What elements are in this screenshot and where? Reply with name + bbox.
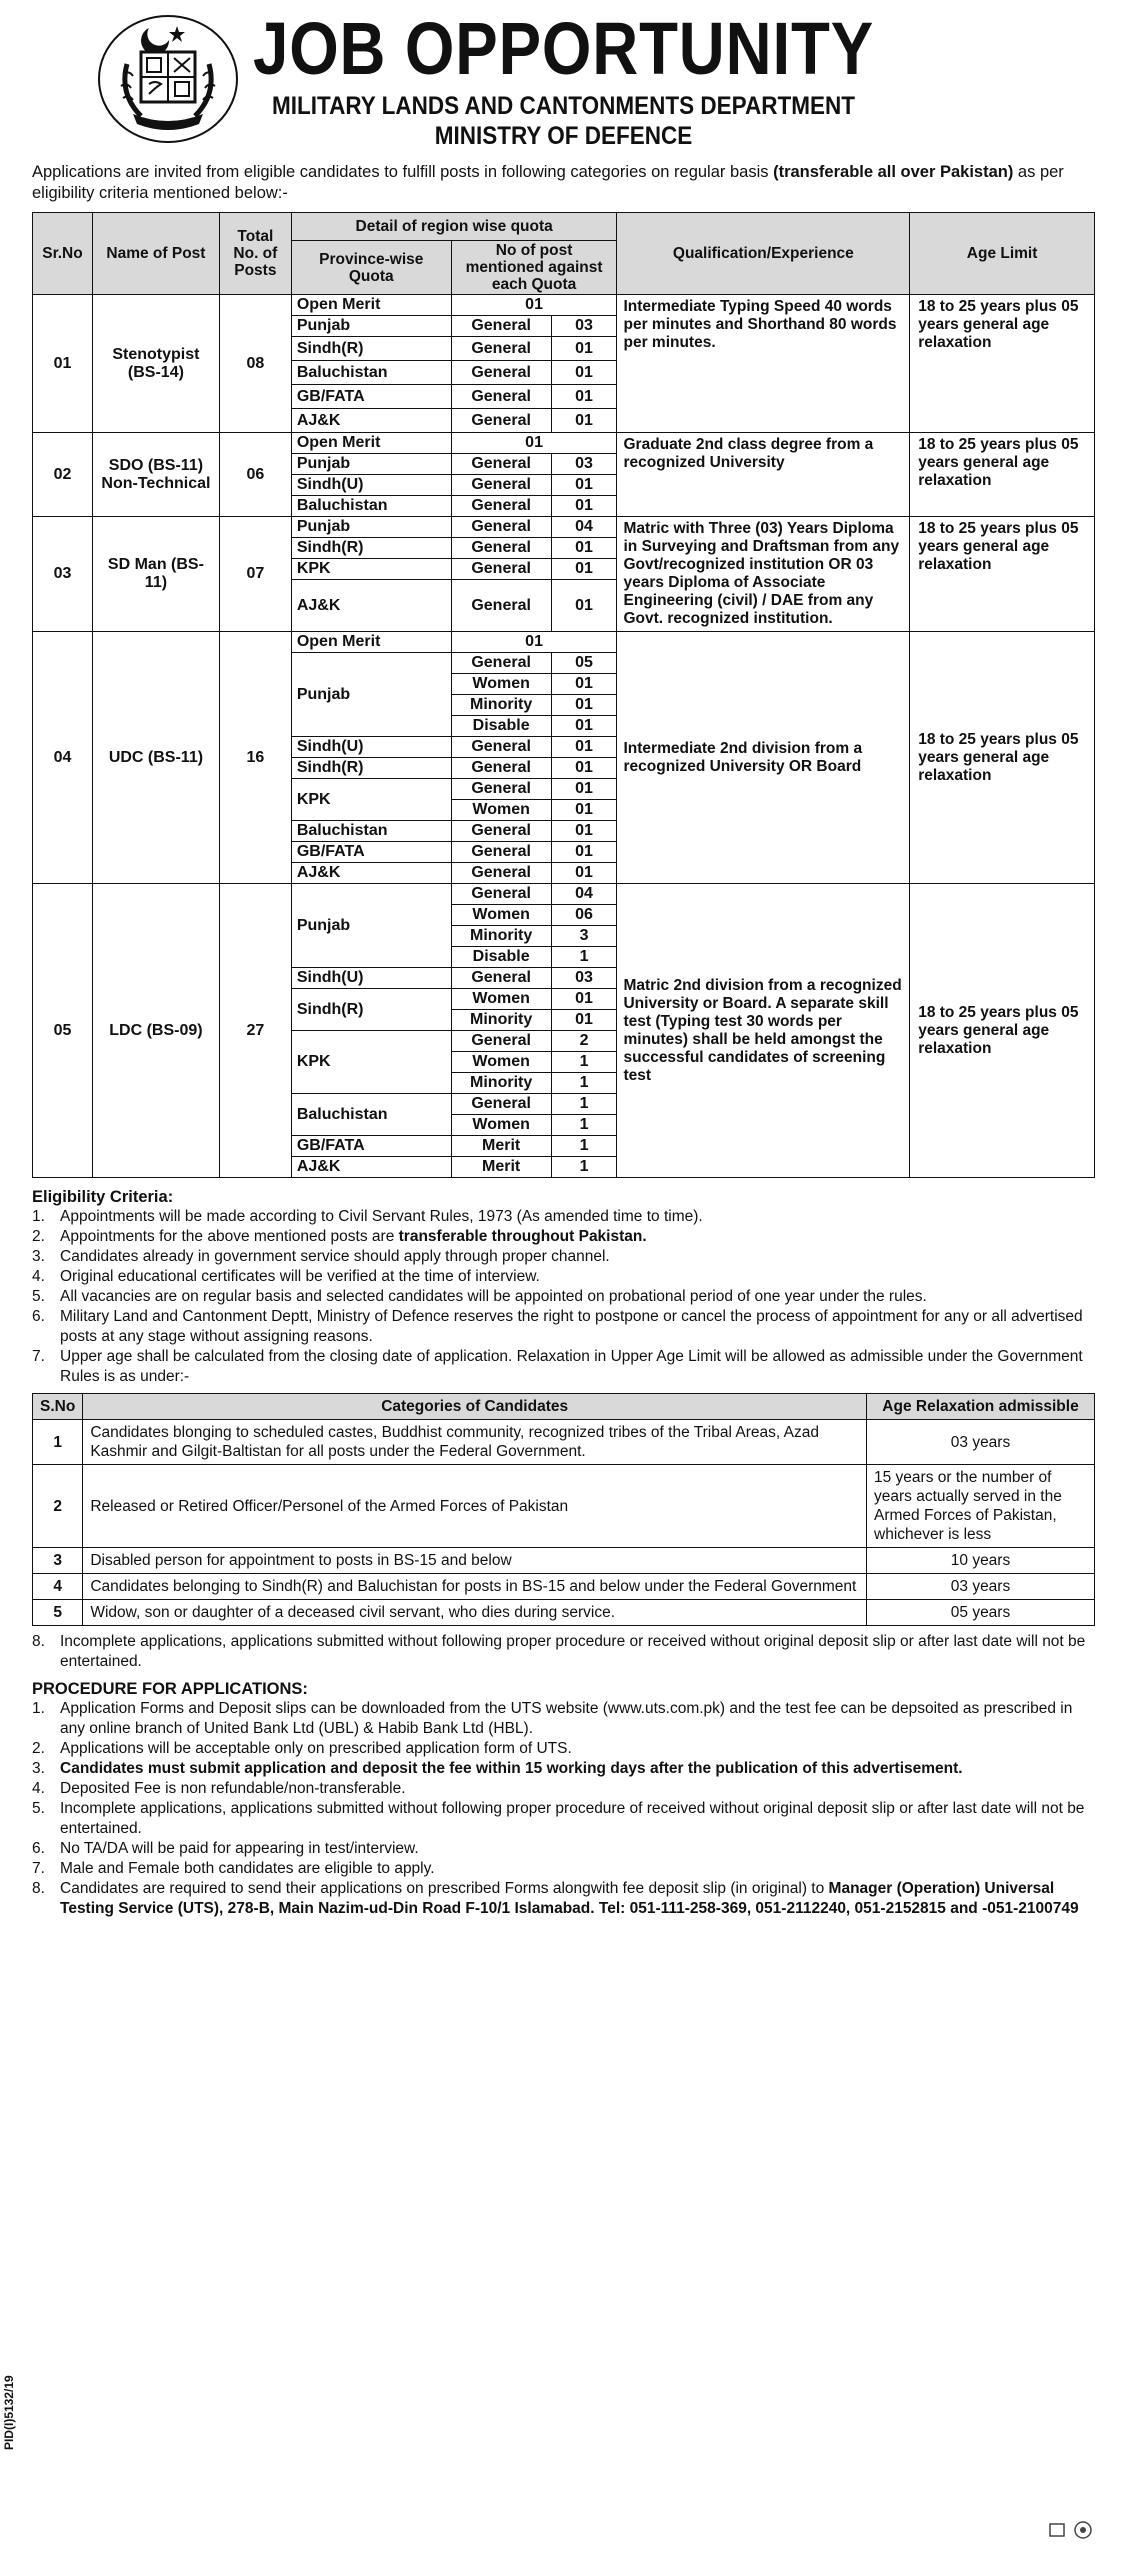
list-text-part: Appointments will be made according to Civil Servant Rules, 1973 (As amended time to time). xyxy=(60,1208,703,1225)
quota-number: 01 xyxy=(551,496,617,517)
department-name: MILITARY LANDS AND CANTONMENTS DEPARTMENT xyxy=(272,92,855,120)
list-text-part: Incomplete applications, applications submitted without following proper procedure or received without original deposit slip or after last date will not be entertained. xyxy=(60,1633,1086,1670)
quota-number: 01 xyxy=(551,737,617,758)
quota-number: 2 xyxy=(551,1031,617,1052)
quota-category: General xyxy=(451,454,551,475)
list-number: 8. xyxy=(32,1880,45,1897)
quota-number: 01 xyxy=(551,559,617,580)
list-text-part: Appointments for the above mentioned posts are xyxy=(60,1228,399,1245)
header-total: Total No. of Posts xyxy=(219,213,291,295)
post-qualification: Intermediate 2nd division from a recognized University OR Board xyxy=(617,632,910,884)
quota-row xyxy=(33,295,1095,316)
relax-sn: 5 xyxy=(33,1600,83,1626)
procedure-item xyxy=(32,1699,1095,1739)
header-srno: Sr.No xyxy=(33,213,93,295)
list-text-bold: transferable throughout Pakistan. xyxy=(398,1228,647,1245)
list-text xyxy=(60,1879,1095,1919)
intro-bold: (transferable all over Pakistan) xyxy=(773,163,1014,181)
procedure-list xyxy=(32,1699,1095,1919)
quota-number: 01 xyxy=(451,433,617,454)
list-number: 4. xyxy=(32,1780,45,1797)
quota-category: Women xyxy=(451,1115,551,1136)
relaxation-row xyxy=(33,1465,1095,1548)
quota-category: Women xyxy=(451,989,551,1010)
quota-category: General xyxy=(451,538,551,559)
quota-category: General xyxy=(451,316,551,337)
procedure-item xyxy=(32,1779,1095,1799)
quota-province: Sindh(U) xyxy=(291,737,451,758)
quota-province: KPK xyxy=(291,1031,451,1094)
quota-number: 01 xyxy=(451,632,617,653)
quota-province: Sindh(U) xyxy=(291,475,451,496)
list-text xyxy=(60,1247,1095,1267)
relax-category: Candidates blonging to scheduled castes, Buddhist community, recognized tribes of the Tribal Areas, Azad Kashmir and Gilgit-Baltistan for all posts under the Federal Government. xyxy=(83,1420,867,1465)
list-number: 1. xyxy=(32,1700,45,1717)
quota-number: 01 xyxy=(551,758,617,779)
eligibility-item-8 xyxy=(32,1632,1095,1672)
relax-category: Candidates belonging to Sindh(R) and Baluchistan for posts in BS-15 and below under the Federal Government xyxy=(83,1574,867,1600)
list-text xyxy=(60,1307,1095,1347)
quota-province: Baluchistan xyxy=(291,1094,451,1136)
quota-category: Minority xyxy=(451,1073,551,1094)
quota-category: Women xyxy=(451,800,551,821)
post-name: UDC (BS-11) xyxy=(92,632,219,884)
quota-category: Minority xyxy=(451,1010,551,1031)
list-text-part: Upper age shall be calculated from the closing date of application. Relaxation in Upper Age Limit will be allowed as admissible under the Government Rules is as under:- xyxy=(60,1348,1083,1385)
quota-number: 01 xyxy=(551,409,617,433)
list-text-part: All vacancies are on regular basis and selected candidates will be appointed on probational period of one year under the rules. xyxy=(60,1288,927,1305)
relax-years: 10 years xyxy=(867,1548,1095,1574)
relax-sn: 2 xyxy=(33,1465,83,1548)
eligibility-item xyxy=(32,1267,1095,1287)
quota-number: 1 xyxy=(551,1073,617,1094)
list-number: 1. xyxy=(32,1208,45,1225)
relax-years: 03 years xyxy=(867,1420,1095,1465)
eligibility-item xyxy=(32,1632,1095,1672)
post-age-limit: 18 to 25 years plus 05 years general age relaxation xyxy=(910,632,1095,884)
quota-number: 04 xyxy=(551,517,617,538)
post-qualification: Intermediate Typing Speed 40 words per minutes and Shorthand 80 words per minutes. xyxy=(617,295,910,433)
quota-province: GB/FATA xyxy=(291,1136,451,1157)
list-number: 2. xyxy=(32,1740,45,1757)
list-text xyxy=(60,1839,1095,1859)
post-sr-no: 05 xyxy=(33,884,93,1178)
relax-header-sn: S.No xyxy=(33,1394,83,1420)
list-text-part: Male and Female both candidates are eligible to apply. xyxy=(60,1860,435,1877)
post-age-limit: 18 to 25 years plus 05 years general age relaxation xyxy=(910,884,1095,1178)
relax-sn: 1 xyxy=(33,1420,83,1465)
quota-province: AJ&K xyxy=(291,409,451,433)
relax-category: Disabled person for appointment to posts in BS-15 and below xyxy=(83,1548,867,1574)
quota-number: 01 xyxy=(551,821,617,842)
list-text-part: Military Land and Cantonment Deptt, Ministry of Defence reserves the right to postpone or cancel the process of appointment for any or all advertised posts at any stage without assigning reasons. xyxy=(60,1308,1083,1345)
quota-number: 1 xyxy=(551,1115,617,1136)
quota-province: Sindh(R) xyxy=(291,989,451,1031)
post-total: 16 xyxy=(219,632,291,884)
eligibility-item xyxy=(32,1247,1095,1267)
list-text-part: Deposited Fee is non refundable/non-transferable. xyxy=(60,1780,406,1797)
quota-number: 01 xyxy=(551,538,617,559)
relaxation-row xyxy=(33,1548,1095,1574)
quota-category: Disable xyxy=(451,947,551,968)
list-text-part: Original educational certificates will be verified at the time of interview. xyxy=(60,1268,540,1285)
quota-number: 01 xyxy=(551,695,617,716)
list-number: 5. xyxy=(32,1288,45,1305)
list-text xyxy=(60,1227,1095,1247)
relaxation-row xyxy=(33,1574,1095,1600)
post-age-limit: 18 to 25 years plus 05 years general age relaxation xyxy=(910,433,1095,517)
quota-province: KPK xyxy=(291,559,451,580)
quota-category: Minority xyxy=(451,695,551,716)
quota-number: 1 xyxy=(551,1136,617,1157)
quota-province: AJ&K xyxy=(291,1157,451,1178)
relax-years: 05 years xyxy=(867,1600,1095,1626)
eligibility-item xyxy=(32,1207,1095,1227)
relaxation-table xyxy=(32,1393,1095,1626)
list-text xyxy=(60,1739,1095,1759)
quota-category: Women xyxy=(451,905,551,926)
quota-province: Punjab xyxy=(291,454,451,475)
quota-category: General xyxy=(451,821,551,842)
header-age: Age Limit xyxy=(910,213,1095,295)
list-number: 8. xyxy=(32,1633,45,1650)
quota-number: 01 xyxy=(551,863,617,884)
quota-category: General xyxy=(451,385,551,409)
quota-province: AJ&K xyxy=(291,580,451,632)
quota-category: General xyxy=(451,337,551,361)
quota-number: 03 xyxy=(551,316,617,337)
quota-number: 01 xyxy=(551,475,617,496)
list-text-bold: Manager (Operation) Universal Testing Service (UTS), 278-B, Main Nazim-ud-Din Road F-10/1 Islamabad. Tel: 051-111-258-369, 051-2112240, 051-2152815 and -051-2100749 xyxy=(60,1880,1079,1917)
header-post: Name of Post xyxy=(92,213,219,295)
procedure-item xyxy=(32,1759,1095,1779)
quota-row xyxy=(33,433,1095,454)
relax-header-cat: Categories of Candidates xyxy=(83,1394,867,1420)
post-name: Stenotypist (BS-14) xyxy=(92,295,219,433)
quota-category: Women xyxy=(451,674,551,695)
list-text xyxy=(60,1207,1095,1227)
post-total: 06 xyxy=(219,433,291,517)
quota-category: General xyxy=(451,1031,551,1052)
quota-category: General xyxy=(451,737,551,758)
quota-province: Sindh(U) xyxy=(291,968,451,989)
pid-code: PID(I)5132/19 xyxy=(2,2375,16,2450)
quota-row xyxy=(33,632,1095,653)
post-total: 08 xyxy=(219,295,291,433)
eligibility-item xyxy=(32,1307,1095,1347)
eligibility-heading: Eligibility Criteria: xyxy=(32,1188,174,1206)
quota-category: General xyxy=(451,1094,551,1115)
post-sr-no: 03 xyxy=(33,517,93,632)
quota-category: General xyxy=(451,968,551,989)
header-number: No of post mentioned against each Quota xyxy=(451,241,617,295)
quota-category: General xyxy=(451,559,551,580)
post-name: LDC (BS-09) xyxy=(92,884,219,1178)
quota-number: 01 xyxy=(551,361,617,385)
quota-province: Sindh(R) xyxy=(291,538,451,559)
list-number: 6. xyxy=(32,1308,45,1325)
procedure-heading: PROCEDURE FOR APPLICATIONS: xyxy=(32,1680,308,1698)
quota-category: General xyxy=(451,779,551,800)
quota-number: 1 xyxy=(551,947,617,968)
list-number: 3. xyxy=(32,1248,45,1265)
list-text-part: Applications will be acceptable only on prescribed application form of UTS. xyxy=(60,1740,572,1757)
quota-province: Baluchistan xyxy=(291,496,451,517)
quota-category: General xyxy=(451,580,551,632)
list-number: 4. xyxy=(32,1268,45,1285)
quota-number: 01 xyxy=(551,580,617,632)
quota-province: Open Merit xyxy=(291,632,451,653)
quota-province: AJ&K xyxy=(291,863,451,884)
eligibility-item xyxy=(32,1347,1095,1387)
quota-number: 01 xyxy=(551,800,617,821)
list-text-part: Candidates are required to send their applications on prescribed Forms alongwith fee deposit slip (in original) to xyxy=(60,1880,829,1897)
relax-years: 15 years or the number of years actually served in the Armed Forces of Pakistan, whichever is less xyxy=(867,1465,1095,1548)
quota-category: General xyxy=(451,884,551,905)
quota-number: 01 xyxy=(551,989,617,1010)
quota-number: 01 xyxy=(551,1010,617,1031)
header-province: Province-wise Quota xyxy=(291,241,451,295)
list-number: 5. xyxy=(32,1800,45,1817)
post-age-limit: 18 to 25 years plus 05 years general age relaxation xyxy=(910,295,1095,433)
list-text xyxy=(60,1759,1095,1779)
relaxation-row xyxy=(33,1600,1095,1626)
relax-sn: 3 xyxy=(33,1548,83,1574)
list-number: 7. xyxy=(32,1348,45,1365)
header xyxy=(32,0,1095,158)
quota-category: Disable xyxy=(451,716,551,737)
list-number: 7. xyxy=(32,1860,45,1877)
quota-number: 1 xyxy=(551,1157,617,1178)
list-text-bold: Candidates must submit application and deposit the fee within 15 working days after the publication of this advertisement. xyxy=(60,1760,963,1777)
post-sr-no: 01 xyxy=(33,295,93,433)
list-number: 3. xyxy=(32,1760,45,1777)
quota-number: 01 xyxy=(451,295,617,316)
quota-province: Baluchistan xyxy=(291,361,451,385)
list-text xyxy=(60,1287,1095,1307)
post-total: 07 xyxy=(219,517,291,632)
intro-pre: Applications are invited from eligible candidates to fulfill posts in following categories on regular basis xyxy=(32,163,774,181)
quota-category: General xyxy=(451,758,551,779)
quota-category: General xyxy=(451,361,551,385)
post-age-limit: 18 to 25 years plus 05 years general age relaxation xyxy=(910,517,1095,632)
intro-text xyxy=(32,162,1095,204)
quota-row xyxy=(33,517,1095,538)
post-total: 27 xyxy=(219,884,291,1178)
eligibility-list xyxy=(32,1207,1095,1387)
quota-province: Baluchistan xyxy=(291,821,451,842)
quota-number: 1 xyxy=(551,1052,617,1073)
list-text-part: Candidates already in government service should apply through proper channel. xyxy=(60,1248,610,1265)
list-number: 2. xyxy=(32,1228,45,1245)
quota-province: Punjab xyxy=(291,316,451,337)
list-text-part: Incomplete applications, applications submitted without following proper procedure of received without original deposit slip or after last date will not be entertained. xyxy=(60,1800,1085,1837)
quota-province: Sindh(R) xyxy=(291,758,451,779)
relaxation-row xyxy=(33,1420,1095,1465)
quota-category: General xyxy=(451,496,551,517)
quota-number: 01 xyxy=(551,674,617,695)
list-text xyxy=(60,1347,1095,1387)
quota-number: 03 xyxy=(551,968,617,989)
relax-category: Widow, son or daughter of a deceased civil servant, who dies during service. xyxy=(83,1600,867,1626)
quota-number: 01 xyxy=(551,779,617,800)
list-text xyxy=(60,1779,1095,1799)
quota-category: General xyxy=(451,863,551,884)
list-text xyxy=(60,1632,1095,1672)
quota-category: Minority xyxy=(451,926,551,947)
quota-category: Merit xyxy=(451,1136,551,1157)
quota-province: Punjab xyxy=(291,884,451,968)
relaxation-body xyxy=(33,1420,1095,1626)
jobs-body xyxy=(33,295,1095,1178)
relax-header-rel: Age Relaxation admissible xyxy=(867,1394,1095,1420)
post-qualification: Matric 2nd division from a recognized University or Board. A separate skill test (Typing test 30 words per minutes) shall be held amongst the successful candidates of screening test xyxy=(617,884,910,1178)
post-name: SD Man (BS-11) xyxy=(92,517,219,632)
quota-number: 01 xyxy=(551,716,617,737)
quota-province: KPK xyxy=(291,779,451,821)
list-text xyxy=(60,1267,1095,1287)
procedure-item xyxy=(32,1799,1095,1839)
relax-sn: 4 xyxy=(33,1574,83,1600)
quota-number: 01 xyxy=(551,385,617,409)
ministry-name: MINISTRY OF DEFENCE xyxy=(434,122,693,150)
dgpr-logo-icon xyxy=(1049,2520,1097,2542)
quota-row xyxy=(33,884,1095,905)
jobs-table xyxy=(32,212,1095,1178)
quota-category: General xyxy=(451,517,551,538)
relax-category: Released or Retired Officer/Personel of the Armed Forces of Pakistan xyxy=(83,1465,867,1548)
quota-province: Open Merit xyxy=(291,295,451,316)
procedure-item xyxy=(32,1839,1095,1859)
quota-province: Open Merit xyxy=(291,433,451,454)
quota-category: Women xyxy=(451,1052,551,1073)
quota-province: GB/FATA xyxy=(291,385,451,409)
post-sr-no: 02 xyxy=(33,433,93,517)
quota-number: 1 xyxy=(551,1094,617,1115)
post-qualification: Matric with Three (03) Years Diploma in Surveying and Draftsman from any Govt/recognized institution OR 03 years Diploma of Associate Engineering (civil) / DAE from any Govt. recognized institution. xyxy=(617,517,910,632)
list-text xyxy=(60,1799,1095,1839)
quota-category: General xyxy=(451,653,551,674)
eligibility-item xyxy=(32,1287,1095,1307)
header-qualification: Qualification/Experience xyxy=(617,213,910,295)
quota-category: General xyxy=(451,842,551,863)
quota-category: Merit xyxy=(451,1157,551,1178)
procedure-item xyxy=(32,1859,1095,1879)
header-region: Detail of region wise quota xyxy=(291,213,617,241)
quota-category: General xyxy=(451,475,551,496)
procedure-item xyxy=(32,1739,1095,1759)
list-text-part: Application Forms and Deposit slips can be downloaded from the UTS website (www.uts.com.pk) and the test fee can be depsoited as prescribed in any online branch of United Bank Ltd (UBL) & Habib Bank Ltd (HBL). xyxy=(60,1700,1073,1737)
list-text xyxy=(60,1699,1095,1739)
quota-number: 06 xyxy=(551,905,617,926)
quota-number: 01 xyxy=(551,842,617,863)
post-sr-no: 04 xyxy=(33,632,93,884)
list-text xyxy=(60,1859,1095,1879)
intro-post: as per eligibility criteria mentioned below:- xyxy=(32,163,1064,202)
list-text-part: No TA/DA will be paid for appearing in test/interview. xyxy=(60,1840,419,1857)
quota-number: 05 xyxy=(551,653,617,674)
page-title: JOB OPPORTUNITY xyxy=(252,7,875,90)
quota-province: Punjab xyxy=(291,653,451,737)
quota-number: 04 xyxy=(551,884,617,905)
quota-number: 01 xyxy=(551,337,617,361)
procedure-item xyxy=(32,1879,1095,1919)
eligibility-item xyxy=(32,1227,1095,1247)
quota-category: General xyxy=(451,409,551,433)
quota-province: Punjab xyxy=(291,517,451,538)
post-name: SDO (BS-11) Non-Technical xyxy=(92,433,219,517)
quota-province: GB/FATA xyxy=(291,842,451,863)
quota-number: 03 xyxy=(551,454,617,475)
quota-province: Sindh(R) xyxy=(291,337,451,361)
relax-years: 03 years xyxy=(867,1574,1095,1600)
list-number: 6. xyxy=(32,1840,45,1857)
post-qualification: Graduate 2nd class degree from a recognized University xyxy=(617,433,910,517)
quota-number: 3 xyxy=(551,926,617,947)
